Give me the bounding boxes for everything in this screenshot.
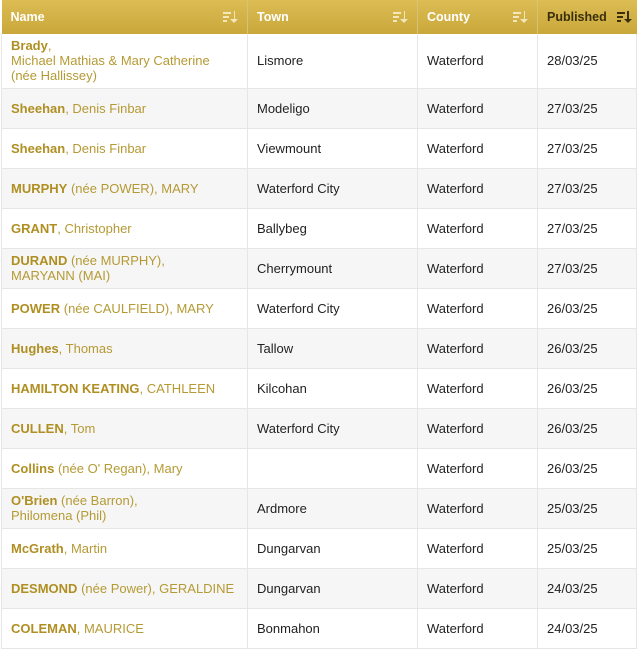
name-cell[interactable] <box>2 448 248 488</box>
table-row[interactable] <box>2 248 637 288</box>
name-cell[interactable] <box>2 568 248 608</box>
name-cell[interactable] <box>2 328 248 368</box>
town-cell <box>248 448 418 488</box>
name-rest[interactable]: , CATHLEEN <box>139 380 216 396</box>
name-rest[interactable]: , MAURICE <box>76 620 144 636</box>
county-cell: Waterford <box>418 608 538 648</box>
name-cell[interactable] <box>2 168 248 208</box>
county-cell: Waterford <box>418 528 538 568</box>
surname[interactable]: DURAND <box>11 253 68 268</box>
name-rest[interactable]: (née CAULFIELD), MARY <box>60 300 214 316</box>
table-row[interactable] <box>2 408 637 448</box>
town-cell: Viewmount <box>248 128 418 168</box>
town-cell: Ardmore <box>248 488 418 528</box>
name-rest[interactable]: (née MURPHY), <box>67 253 165 268</box>
name-rest[interactable]: , Martin <box>63 540 108 556</box>
published-cell: 27/03/25 <box>538 88 637 128</box>
county-cell: Waterford <box>418 448 538 488</box>
surname[interactable]: Sheehan <box>11 140 66 156</box>
name-cell[interactable] <box>2 34 248 88</box>
name-line-2[interactable]: Michael Mathias & Mary Catherine <box>11 53 210 69</box>
county-cell: Waterford <box>418 408 538 448</box>
table-row[interactable] <box>2 528 637 568</box>
town-cell: Waterford City <box>248 168 418 208</box>
name-cell[interactable] <box>2 608 248 648</box>
county-cell: Waterford <box>418 88 538 128</box>
county-cell: Waterford <box>418 248 538 288</box>
county-cell: Waterford <box>418 368 538 408</box>
surname[interactable]: McGrath <box>11 540 64 556</box>
name-cell[interactable] <box>2 368 248 408</box>
name-cell[interactable] <box>2 408 248 448</box>
county-cell: Waterford <box>418 128 538 168</box>
sort-icon[interactable] <box>513 11 527 23</box>
county-cell: Waterford <box>418 488 538 528</box>
surname[interactable]: POWER <box>11 300 61 316</box>
column-header-county[interactable] <box>418 0 538 34</box>
surname[interactable]: O'Brien <box>11 493 58 508</box>
published-cell: 26/03/25 <box>538 328 637 368</box>
published-cell: 26/03/25 <box>538 368 637 408</box>
county-cell: Waterford <box>418 328 538 368</box>
county-cell: Waterford <box>418 568 538 608</box>
surname[interactable]: DESMOND <box>11 580 78 596</box>
table-row[interactable] <box>2 88 637 128</box>
county-cell: Waterford <box>418 208 538 248</box>
name-cell[interactable] <box>2 128 248 168</box>
table-row[interactable] <box>2 568 637 608</box>
surname[interactable]: HAMILTON KEATING <box>11 380 140 396</box>
town-cell: Modeligo <box>248 88 418 128</box>
column-header-town-label: Town <box>257 10 289 24</box>
town-cell: Bonmahon <box>248 608 418 648</box>
surname[interactable]: Collins <box>11 460 55 476</box>
town-cell: Tallow <box>248 328 418 368</box>
name-cell[interactable] <box>2 88 248 128</box>
table-row[interactable] <box>2 608 637 648</box>
published-cell: 27/03/25 <box>538 168 637 208</box>
table-row[interactable] <box>2 168 637 208</box>
name-rest[interactable]: , Thomas <box>58 340 113 356</box>
table-row[interactable] <box>2 128 637 168</box>
table-row[interactable] <box>2 208 637 248</box>
name-rest[interactable]: (née O' Regan), Mary <box>54 460 183 476</box>
table-row[interactable] <box>2 328 637 368</box>
name-rest[interactable]: (née Barron), <box>57 493 138 508</box>
published-cell: 26/03/25 <box>538 288 637 328</box>
published-cell: 26/03/25 <box>538 408 637 448</box>
published-cell: 26/03/25 <box>538 448 637 488</box>
name-line-3[interactable]: (née Hallissey) <box>11 68 97 84</box>
column-header-published-label: Published <box>547 10 607 24</box>
town-cell: Waterford City <box>248 288 418 328</box>
column-header-name[interactable] <box>2 0 248 34</box>
name-cell[interactable] <box>2 208 248 248</box>
town-cell: Waterford City <box>248 408 418 448</box>
county-cell: Waterford <box>418 288 538 328</box>
county-cell: Waterford <box>418 168 538 208</box>
surname[interactable]: Sheehan <box>11 100 66 116</box>
death-notices-table <box>1 0 637 649</box>
published-cell: 25/03/25 <box>538 528 637 568</box>
name-cell[interactable] <box>2 248 248 288</box>
name-rest[interactable]: (née POWER), MARY <box>67 180 199 196</box>
published-cell: 24/03/25 <box>538 568 637 608</box>
published-cell: 25/03/25 <box>538 488 637 528</box>
name-line-2[interactable]: Philomena (Phil) <box>11 508 107 523</box>
table-row[interactable] <box>2 488 637 528</box>
surname[interactable]: Hughes <box>11 340 59 356</box>
town-cell: Dungarvan <box>248 528 418 568</box>
county-cell: Waterford <box>418 34 538 88</box>
header-row <box>2 0 637 34</box>
published-cell: 28/03/25 <box>538 34 637 88</box>
name-rest[interactable]: , Denis Finbar <box>65 140 147 156</box>
name-rest[interactable]: , Tom <box>63 420 96 436</box>
notices-table-container <box>1 0 636 649</box>
name-cell[interactable] <box>2 528 248 568</box>
surname[interactable]: CULLEN <box>11 420 64 436</box>
table-row[interactable] <box>2 368 637 408</box>
name-rest[interactable]: , Christopher <box>57 220 132 236</box>
published-cell: 24/03/25 <box>538 608 637 648</box>
table-row[interactable] <box>2 288 637 328</box>
name-rest[interactable]: (née Power), GERALDINE <box>77 580 235 596</box>
town-cell: Lismore <box>248 34 418 88</box>
column-header-county-label: County <box>427 10 471 24</box>
column-header-town[interactable] <box>248 0 418 34</box>
town-cell: Cherrymount <box>248 248 418 288</box>
name-cell[interactable] <box>2 488 248 528</box>
sort-icon[interactable] <box>223 11 237 23</box>
column-header-name-label: Name <box>10 10 45 24</box>
table-row[interactable] <box>2 448 637 488</box>
column-header-published[interactable] <box>538 0 637 34</box>
table-row[interactable] <box>2 34 637 88</box>
sort-icon[interactable] <box>393 11 407 23</box>
published-cell: 27/03/25 <box>538 128 637 168</box>
name-line-2[interactable]: MARYANN (MAI) <box>11 268 111 283</box>
surname[interactable]: COLEMAN <box>11 620 77 636</box>
surname[interactable]: MURPHY <box>11 180 68 196</box>
published-cell: 27/03/25 <box>538 248 637 288</box>
published-cell: 27/03/25 <box>538 208 637 248</box>
town-cell: Dungarvan <box>248 568 418 608</box>
town-cell: Kilcohan <box>248 368 418 408</box>
surname[interactable]: GRANT <box>11 220 58 236</box>
town-cell: Ballybeg <box>248 208 418 248</box>
surname[interactable]: Brady <box>11 38 48 54</box>
sort-active-icon[interactable] <box>617 11 631 23</box>
name-rest[interactable]: , <box>47 38 52 54</box>
name-rest[interactable]: , Denis Finbar <box>65 100 147 116</box>
name-cell[interactable] <box>2 288 248 328</box>
